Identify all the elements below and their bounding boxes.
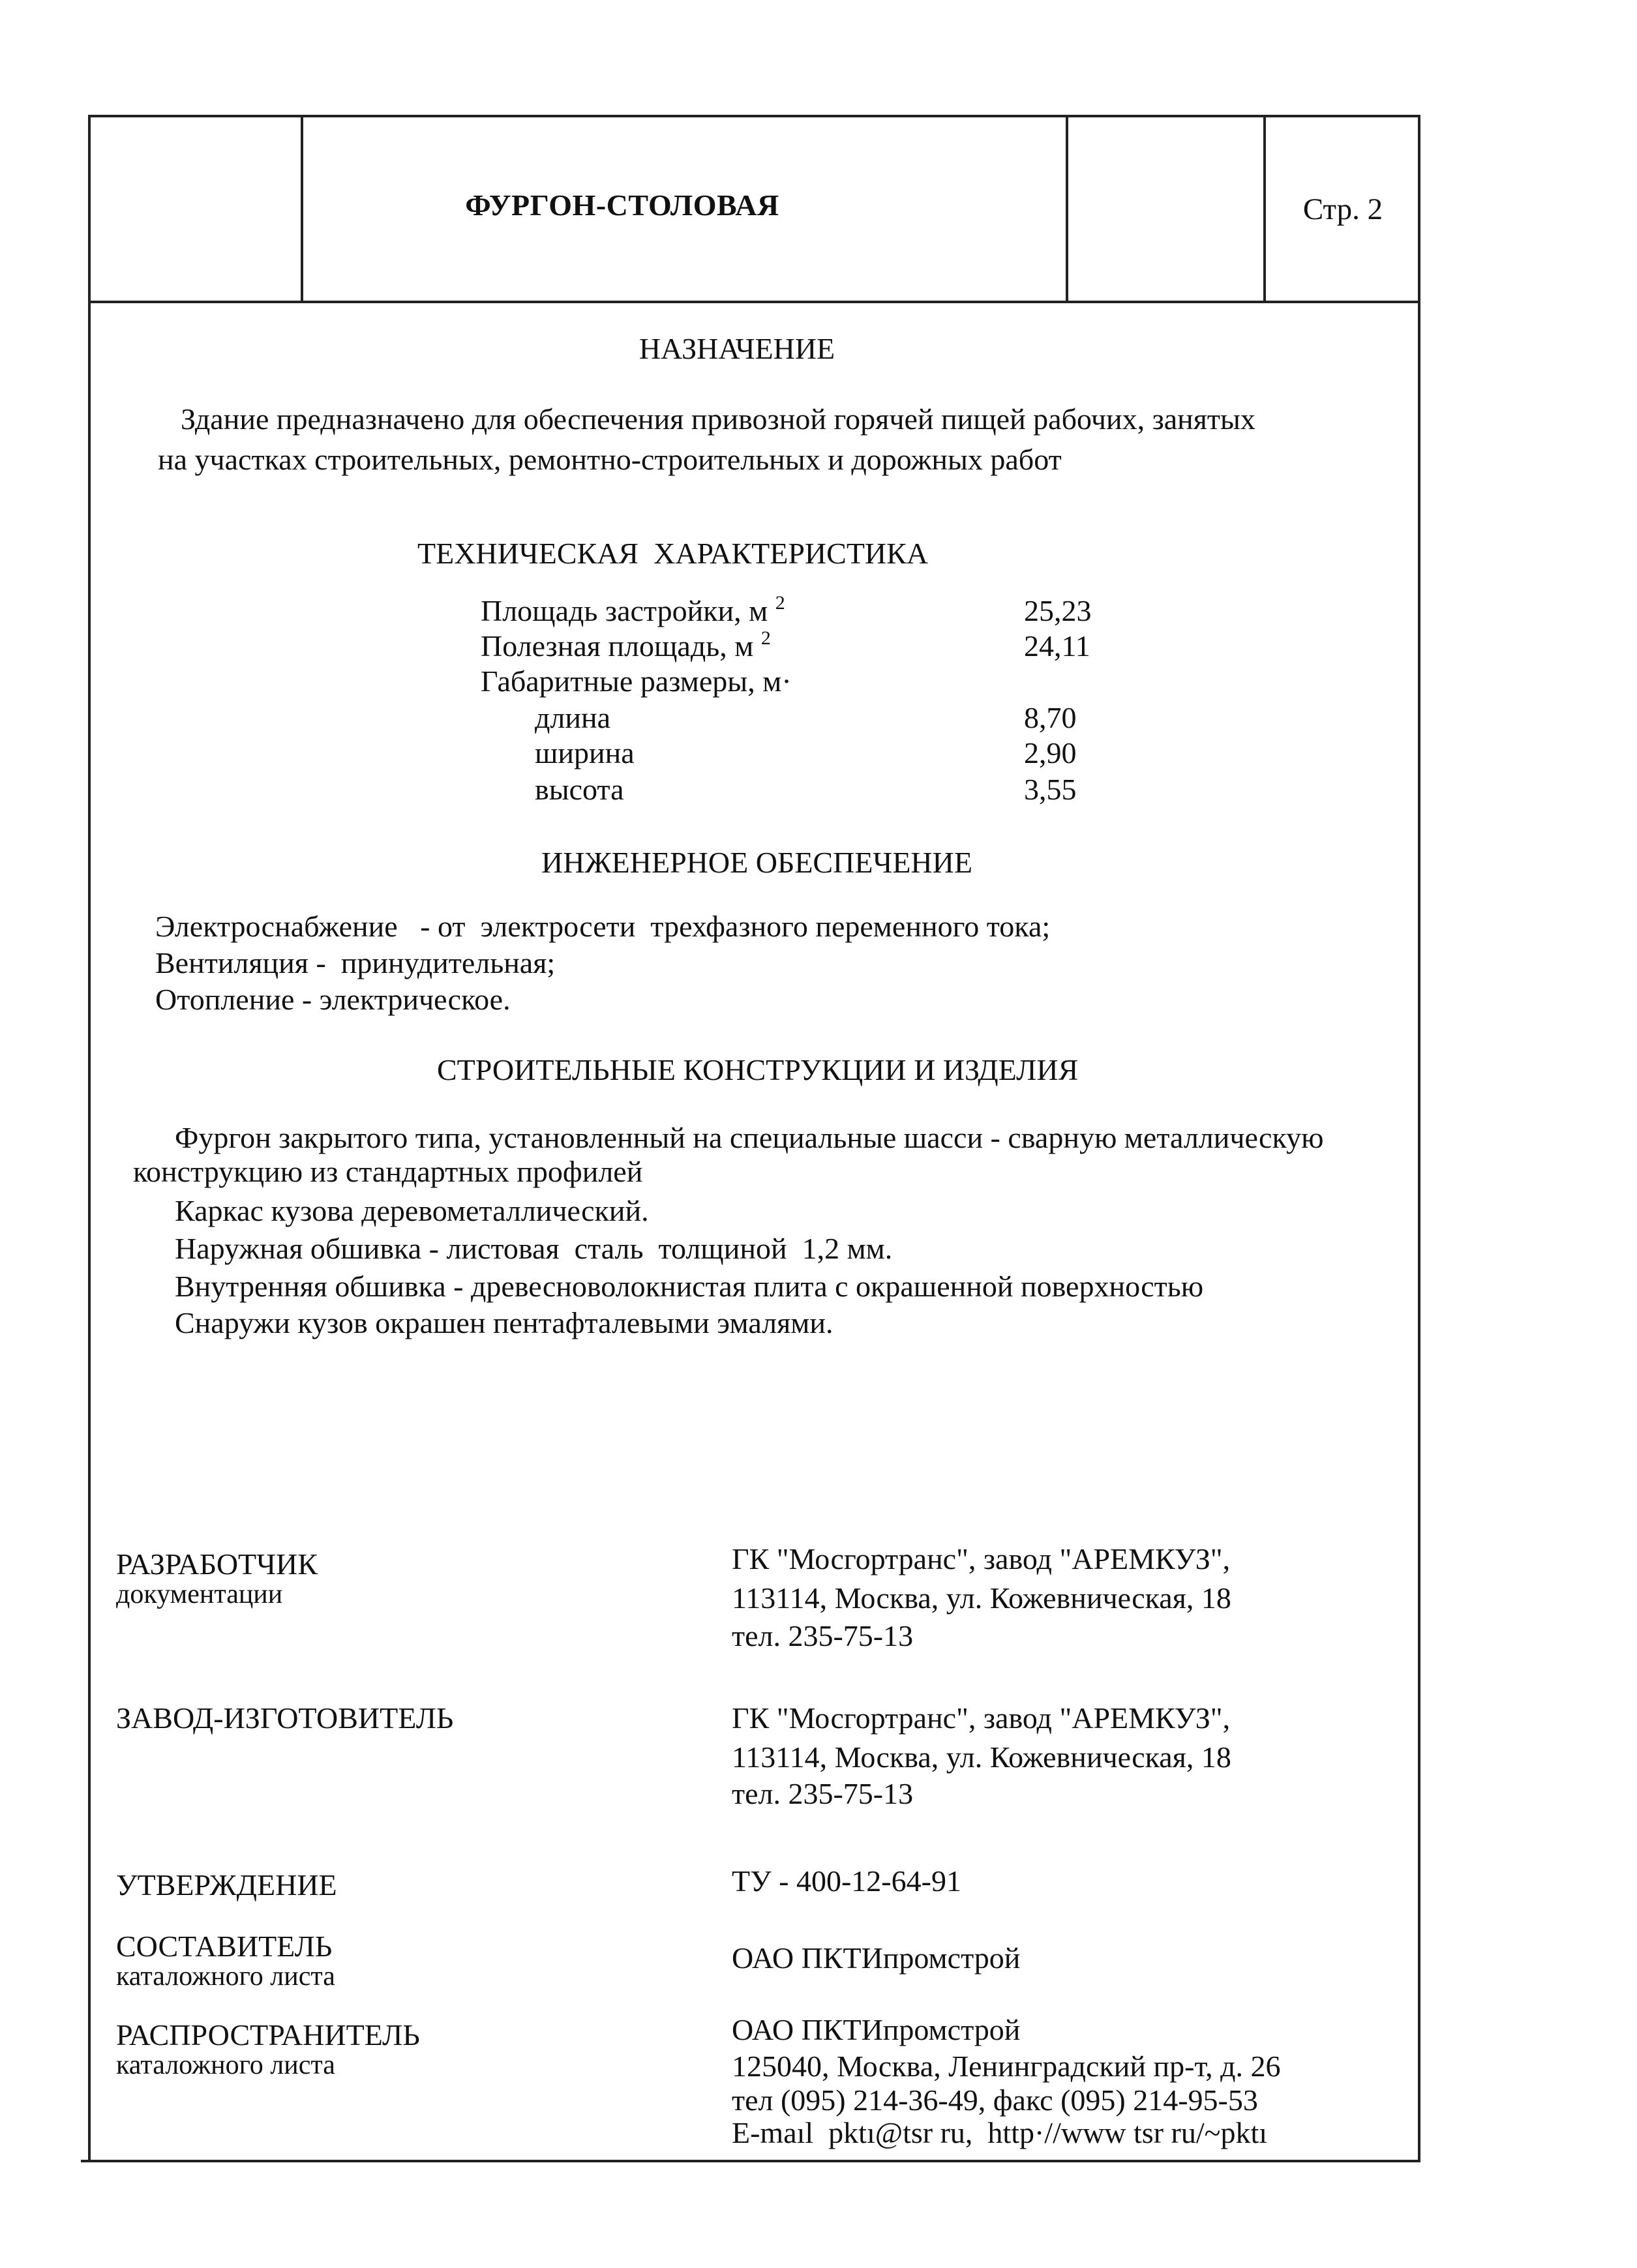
structures-line: Внутренняя обшивка - древесноволокнистая плита с окрашенной поверхностью [175,1270,1204,1303]
structures-line: Снаружи кузов окрашен пентафталевыми эмалями. [175,1306,834,1339]
engineering-line: Отопление - электрическое. [155,983,511,1016]
tech-row-value: 8,70 [1024,701,1077,734]
compiler-sublabel: каталожного листа [116,1962,335,1992]
approval-value: ТУ - 400-12-64-91 [732,1864,961,1898]
developer-line: тел. 235-75-13 [732,1619,914,1652]
developer-line: 113114, Москва, ул. Кожевническая, 18 [732,1581,1231,1615]
engineering-line: Вентиляция - принудительная; [155,946,556,979]
tech-row-label: ширина [535,736,635,769]
structures-line: Фургон закрытого типа, установленный на специальные шасси - сварную металлическую [175,1121,1324,1154]
distributor-line: тел (095) 214-36-49, факс (095) 214-95-53 [732,2083,1258,2117]
frame-bottom-line [81,2160,1420,2162]
compiler-label: СОСТАВИТЕЛЬ [116,1930,333,1963]
header-divider [1066,117,1068,303]
engineering-line: Электроснабжение - от электросети трехфазного переменного тока; [155,910,1051,943]
tech-row-label: длина [535,701,611,734]
document-title: ФУРГОН-СТОЛОВАЯ [465,188,779,222]
developer-label: РАЗРАБОТЧИК [116,1547,318,1581]
tech-row-value: 2,90 [1024,736,1077,769]
header-table [91,117,1418,303]
manufacturer-line: тел. 235-75-13 [732,1777,914,1810]
structures-line: Каркас кузова деревометаллический. [175,1194,649,1227]
tech-row-label: Площадь застройки, м $^2$ [481,592,785,627]
tech-row-value: 24,11 [1024,629,1090,663]
purpose-heading: НАЗНАЧЕНИЕ [638,332,835,365]
distributor-line: 125040, Москва, Ленинградский пр-т, д. 26 [732,2050,1281,2083]
developer-line: ГК "Мосгортранс", завод "АРЕМКУЗ", [732,1542,1231,1575]
page-number: Стр. 2 [1302,192,1383,226]
distributor-line: ОАО ПКТИпромстрой [732,2013,1021,2046]
purpose-line: Здание предназначено для обеспечения привозной горячей пищей рабочих, занятых [181,402,1255,436]
structures-heading: СТРОИТЕЛЬНЫЕ КОНСТРУКЦИИ И ИЗДЕЛИЯ [437,1053,1079,1086]
tech-heading: ТЕХНИЧЕСКАЯ ХАРАКТЕРИСТИКА [417,537,929,570]
manufacturer-label: ЗАВОД-ИЗГОТОВИТЕЛЬ [116,1701,454,1735]
distributor-line: E-maıl pktı@tsr ru, http·//www tsr ru/~pktı [732,2116,1268,2149]
manufacturer-line: ГК "Мосгортранс", завод "АРЕМКУЗ", [732,1701,1231,1735]
manufacturer-line: 113114, Москва, ул. Кожевническая, 18 [732,1740,1231,1774]
developer-sublabel: документации [116,1579,283,1609]
distributor-label: РАСПРОСТРАНИТЕЛЬ [116,2018,420,2052]
purpose-line: на участках строительных, ремонтно-строительных и дорожных работ [158,443,1062,476]
compiler-value: ОАО ПКТИпромстрой [732,1941,1021,1975]
tech-row-value: 3,55 [1024,773,1077,806]
tech-row-label: высота [535,773,624,806]
approval-label: УТВЕРЖДЕНИЕ [116,1868,337,1902]
tech-row-label: Габаритные размеры, м· [481,664,792,698]
structures-line: Наружная обшивка - листовая сталь толщиной 1,2 мм. [175,1232,893,1265]
tech-row-value: 25,23 [1024,594,1092,627]
engineering-heading: ИНЖЕНЕРНОЕ ОБЕСПЕЧЕНИЕ [541,846,972,879]
structures-line: конструкцию из стандартных профилей [133,1155,643,1188]
tech-row-label: Полезная площадь, м $^2$ [481,627,771,663]
distributor-sublabel: каталожного листа [116,2050,335,2080]
header-divider [301,117,303,303]
